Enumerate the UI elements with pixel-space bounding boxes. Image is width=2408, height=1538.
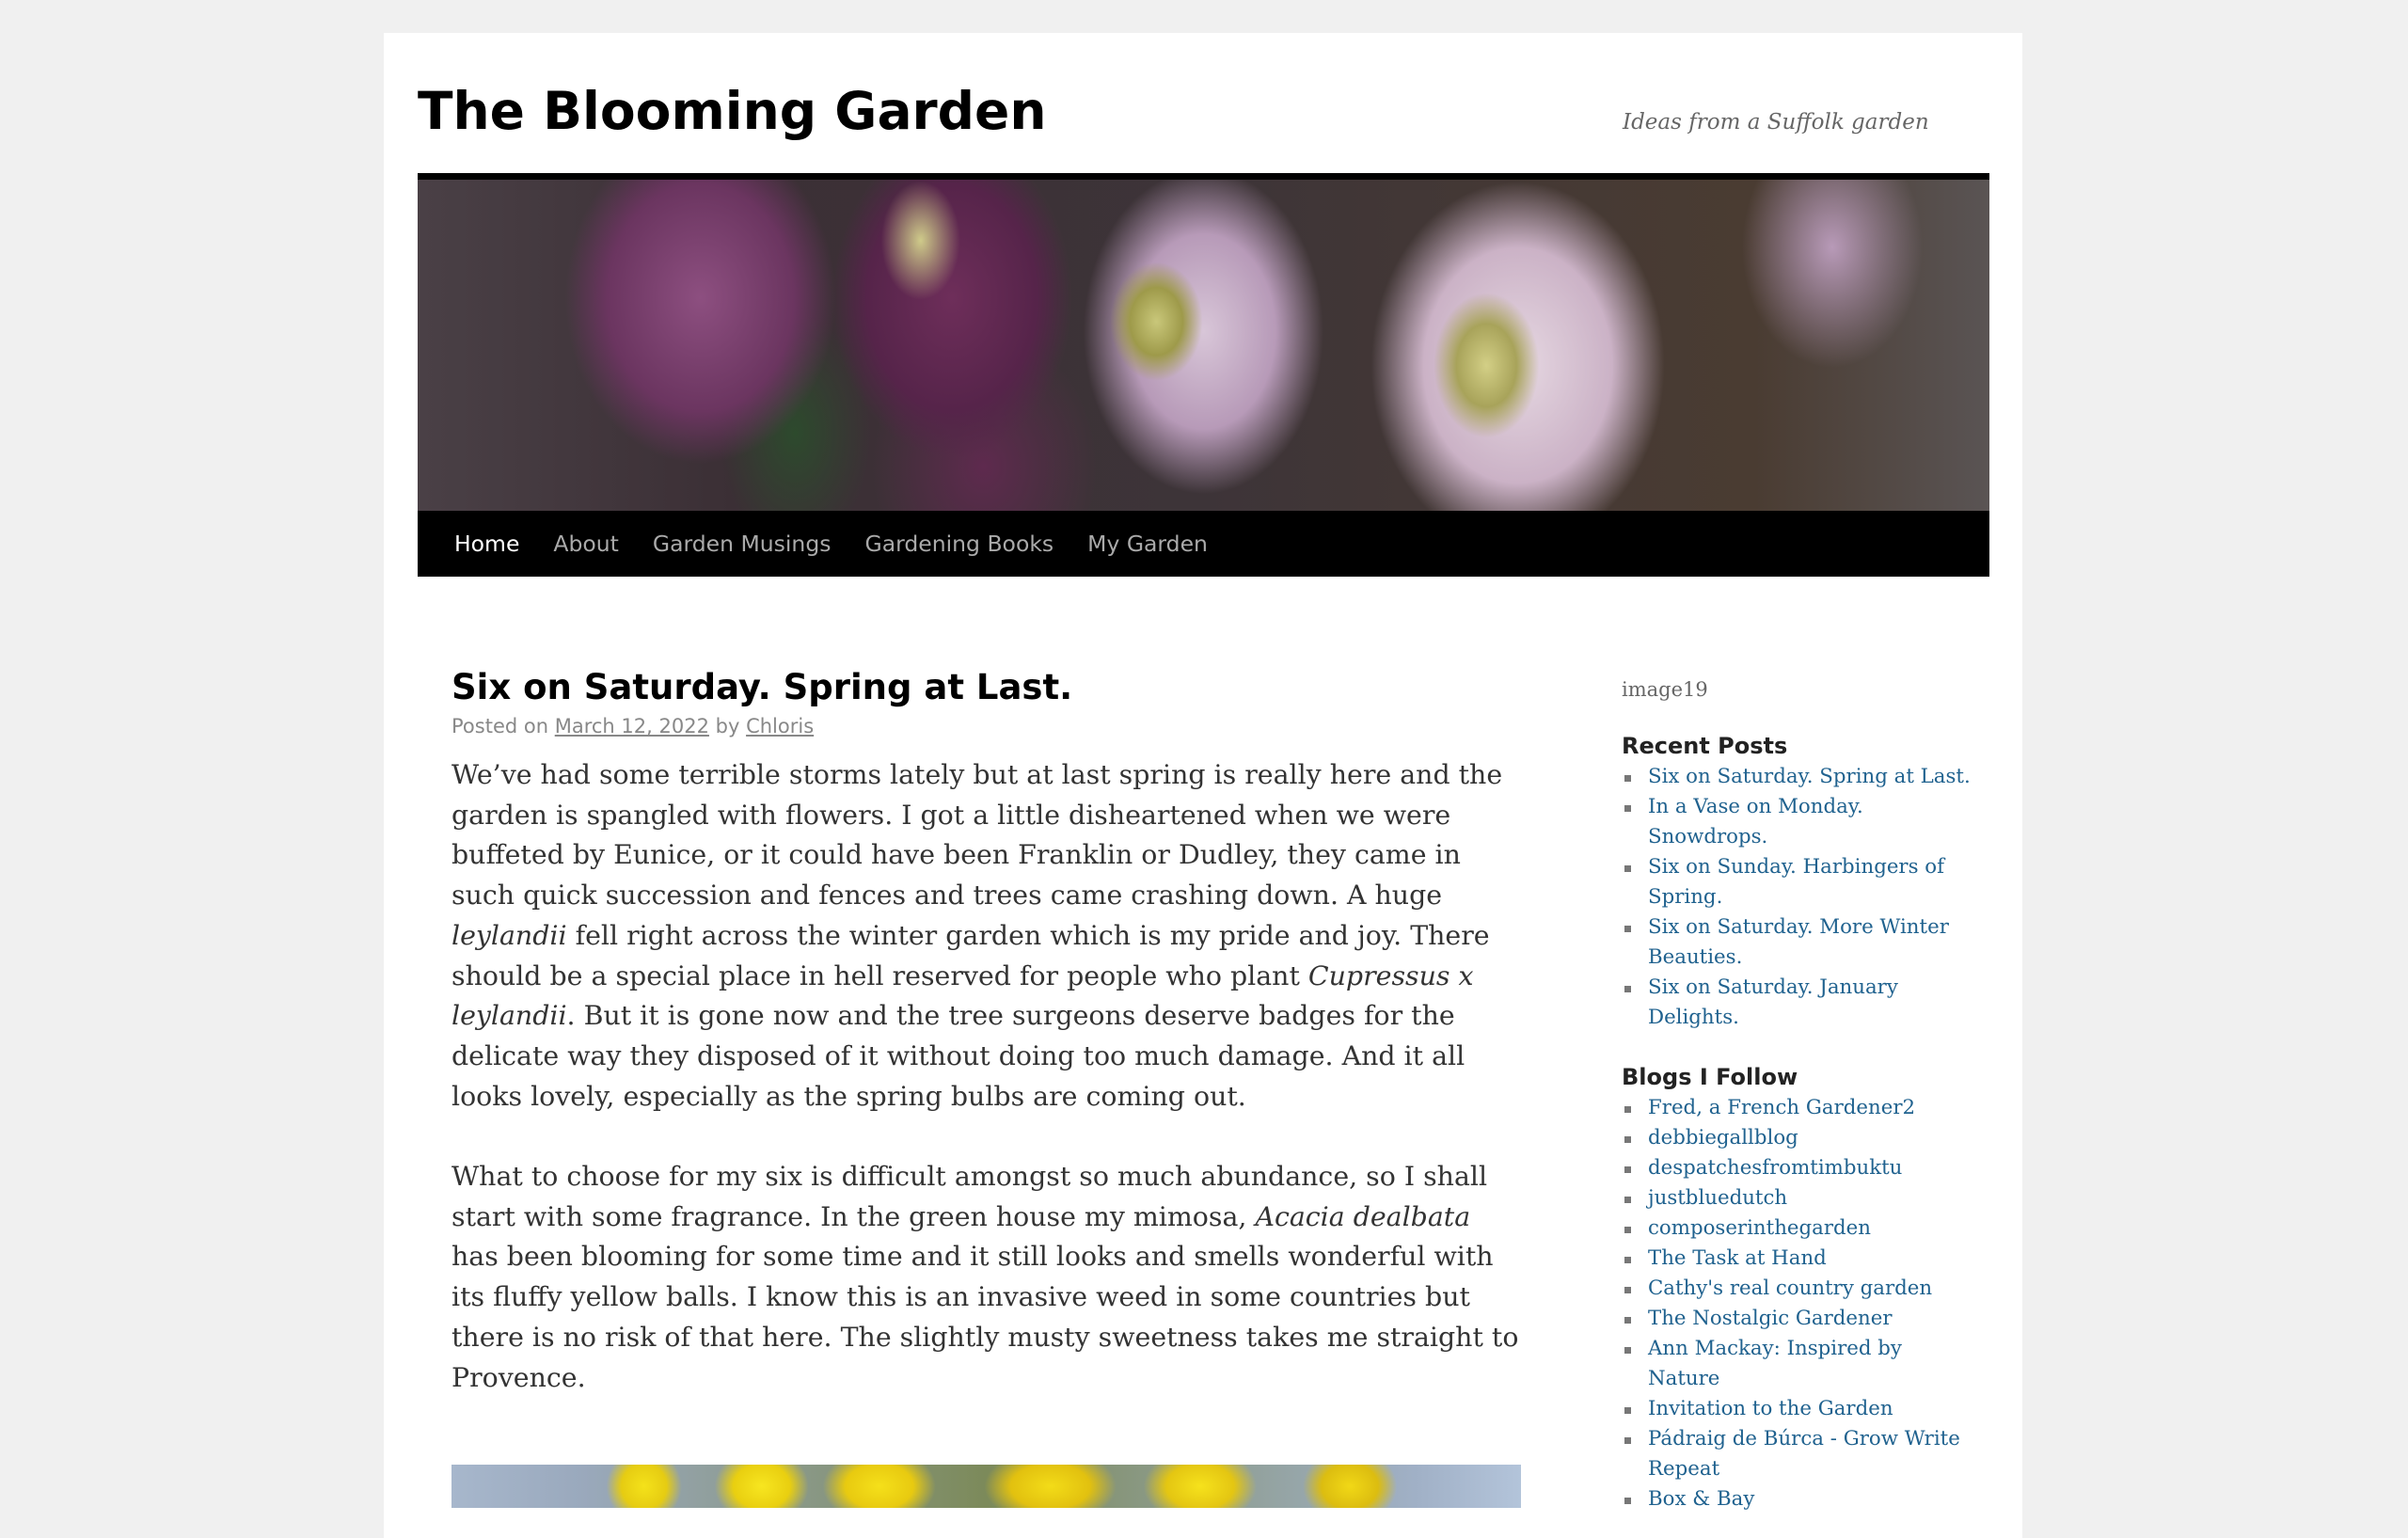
text-span: has been blooming for some time and it still looks and smells wonderful with its fluffy yellow balls. I know this is an invasive weed in some countries but there is no risk of that here. The slightly musty sweetness takes me straight to Provence. [452, 1241, 1519, 1393]
header-banner [418, 173, 1989, 517]
blog-link[interactable]: The Nostalgic Gardener [1648, 1307, 1893, 1330]
nav-link-my-garden[interactable]: My Garden [1087, 531, 1208, 557]
post-meta [452, 712, 1521, 740]
blog-link[interactable]: composerinthegarden [1648, 1216, 1871, 1240]
nav-menu [418, 511, 1989, 577]
blog-link[interactable]: Box & Bay [1648, 1487, 1755, 1511]
italic-plant-name: Cupressus x leylandii [452, 959, 1474, 1032]
mimosa-photo[interactable] [452, 1465, 1521, 1508]
nav-item-gardening-books [865, 511, 1088, 577]
text-span: fell right across the winter garden which is my pride and joy. There should be a special place in hell reserved for people who plant [452, 919, 1490, 991]
list-item [1622, 792, 1979, 852]
by-label: by [715, 715, 740, 737]
nav-link-gardening-books[interactable]: Gardening Books [864, 531, 1054, 557]
site-description: Ideas from a Suffolk garden [1623, 110, 1929, 135]
post-body [452, 755, 1521, 1398]
text-span: What to choose for my six is difficult amongst so much abundance, so I shall start with some fragrance. In the green house my mimosa, [452, 1161, 1488, 1232]
nav-link-about[interactable]: About [553, 531, 619, 557]
sidebar [1622, 675, 1979, 1514]
recent-post-link[interactable]: Six on Saturday. Spring at Last. [1648, 765, 1971, 788]
blog-link[interactable]: despatchesfromtimbuktu [1648, 1156, 1903, 1180]
page-wrapper [384, 33, 2022, 1538]
recent-post-link[interactable]: In a Vase on Monday. Snowdrops. [1648, 795, 1863, 848]
list-item [1622, 1093, 1979, 1123]
recent-posts-title: Recent Posts [1622, 733, 1788, 759]
blog-link[interactable]: Fred, a French Gardener2 [1648, 1096, 1916, 1119]
list-item [1622, 1424, 1979, 1484]
text-span: We’ve had some terrible storms lately but at last spring is really here and the garden is spangled with flowers. I got a little disheartened when we were buffeted by Eunice, or it could have been Franklin or Dudley, they came in such quick succession and fences and trees came crashing down. A huge [452, 759, 1503, 912]
hellebore-banner-image [418, 180, 1989, 517]
recent-posts-list [1622, 762, 1979, 1033]
blog-link[interactable]: Cathy's real country garden [1648, 1276, 1933, 1300]
recent-post-link[interactable]: Six on Sunday. Harbingers of Spring. [1648, 855, 1945, 909]
text-span: . But it is gone now and the tree surgeons deserve badges for the delicate way they disposed of it without doing too much damage. And it all looks lovely, especially as the spring bulbs are coming out. [452, 1000, 1465, 1112]
list-item [1622, 1213, 1979, 1244]
post-paragraph-1 [452, 755, 1521, 1117]
list-item [1622, 1394, 1979, 1424]
blog-link[interactable]: Pádraig de Búrca - Grow Write Repeat [1648, 1427, 1960, 1481]
list-item [1622, 762, 1979, 792]
recent-post-link[interactable]: Six on Saturday. More Winter Beauties. [1648, 915, 1949, 969]
image-widget-alt-text: image19 [1622, 678, 1708, 701]
post-title[interactable]: Six on Saturday. Spring at Last. [452, 667, 1073, 707]
list-item [1622, 912, 1979, 973]
blogs-list [1622, 1093, 1979, 1514]
blog-link[interactable]: The Task at Hand [1648, 1246, 1827, 1270]
list-item [1622, 1274, 1979, 1304]
list-item [1622, 1334, 1979, 1394]
list-item [1622, 1484, 1979, 1514]
blog-link[interactable]: Invitation to the Garden [1648, 1397, 1893, 1420]
list-item [1622, 1153, 1979, 1183]
post-paragraph-2 [452, 1157, 1521, 1398]
nav-link-home[interactable]: Home [454, 531, 520, 557]
list-item [1622, 1123, 1979, 1153]
nav-item-home [454, 511, 553, 577]
blog-link[interactable]: Ann Mackay: Inspired by Nature [1648, 1337, 1902, 1390]
post-date-link[interactable]: March 12, 2022 [554, 715, 709, 737]
main-navigation [418, 511, 1989, 577]
list-item [1622, 973, 1979, 1033]
recent-post-link[interactable]: Six on Saturday. January Delights. [1648, 975, 1898, 1029]
post-author-link[interactable]: Chloris [746, 715, 815, 737]
blogs-i-follow-title: Blogs I Follow [1622, 1064, 1798, 1090]
nav-item-my-garden [1087, 511, 1242, 577]
italic-plant-name: Acacia dealbata [1255, 1200, 1471, 1232]
italic-plant-name: leylandii [452, 919, 567, 951]
list-item [1622, 1183, 1979, 1213]
recent-posts-widget [1622, 732, 1979, 1033]
list-item [1622, 852, 1979, 912]
list-item [1622, 1304, 1979, 1334]
site-title-link[interactable]: The Blooming Garden [418, 81, 1047, 141]
posted-on-label: Posted on [452, 715, 549, 737]
nav-item-garden-musings [653, 511, 865, 577]
blog-link[interactable]: debbiegallblog [1648, 1126, 1798, 1150]
post-content-area [452, 665, 1521, 1438]
nav-link-garden-musings[interactable]: Garden Musings [652, 531, 832, 557]
list-item [1622, 1244, 1979, 1274]
blog-link[interactable]: justbluedutch [1648, 1186, 1788, 1210]
nav-item-about [553, 511, 652, 577]
blogs-i-follow-widget [1622, 1063, 1979, 1514]
